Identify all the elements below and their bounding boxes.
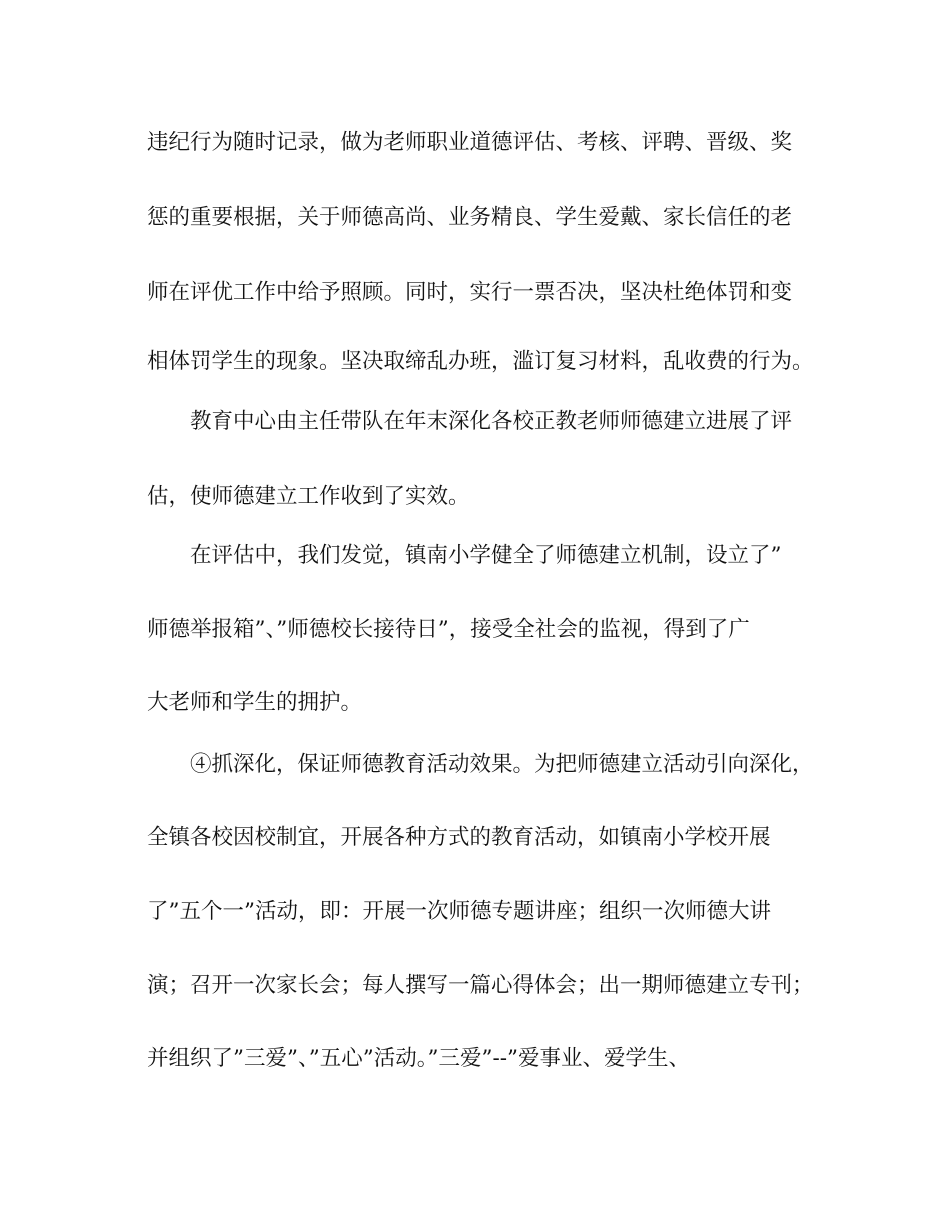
text-line-9: 大老师和学生的拥护。 <box>147 690 363 715</box>
text-line-1: 违纪行为随时记录，做为老师职业道德评估、考核、评聘、晋级、奖 <box>147 130 793 155</box>
text-line-10-paragraph-start: ④抓深化，保证师德教育活动效果。为把师德建立活动引向深化， <box>190 752 814 777</box>
text-line-4: 相体罚学生的现象。坚决取缔乱办班，滥订复习材料，乱收费的行为。 <box>147 349 814 374</box>
text-line-14: 并组织了”三爱”、”五心”活动。”三爱”--”爱事业、爱学生、 <box>147 1046 690 1071</box>
text-line-8: 师德举报箱”、”师德校长接待日”，接受全社会的监视，得到了广 <box>147 617 750 642</box>
text-line-5-paragraph-start: 教育中心由主任带队在年末深化各校正教老师师德建立进展了评 <box>190 409 793 434</box>
text-line-13: 演；召开一次家长会；每人撰写一篇心得体会；出一期师德建立专刊； <box>147 973 814 998</box>
text-line-11: 全镇各校因校制宜，开展各种方式的教育活动，如镇南小学校开展 <box>147 825 771 850</box>
text-line-7-paragraph-start: 在评估中，我们发觉，镇南小学健全了师德建立机制，设立了” <box>190 543 782 568</box>
text-line-6: 估，使师德建立工作收到了实效。 <box>147 484 470 509</box>
text-line-2: 惩的重要根据，关于师德高尚、业务精良、学生爱戴、家长信任的老 <box>147 205 793 230</box>
text-line-3: 师在评优工作中给予照顾。同时，实行一票否决，坚决杜绝体罚和变 <box>147 280 793 305</box>
text-line-12: 了”五个一”活动，即：开展一次师德专题讲座；组织一次师德大讲 <box>147 899 771 924</box>
